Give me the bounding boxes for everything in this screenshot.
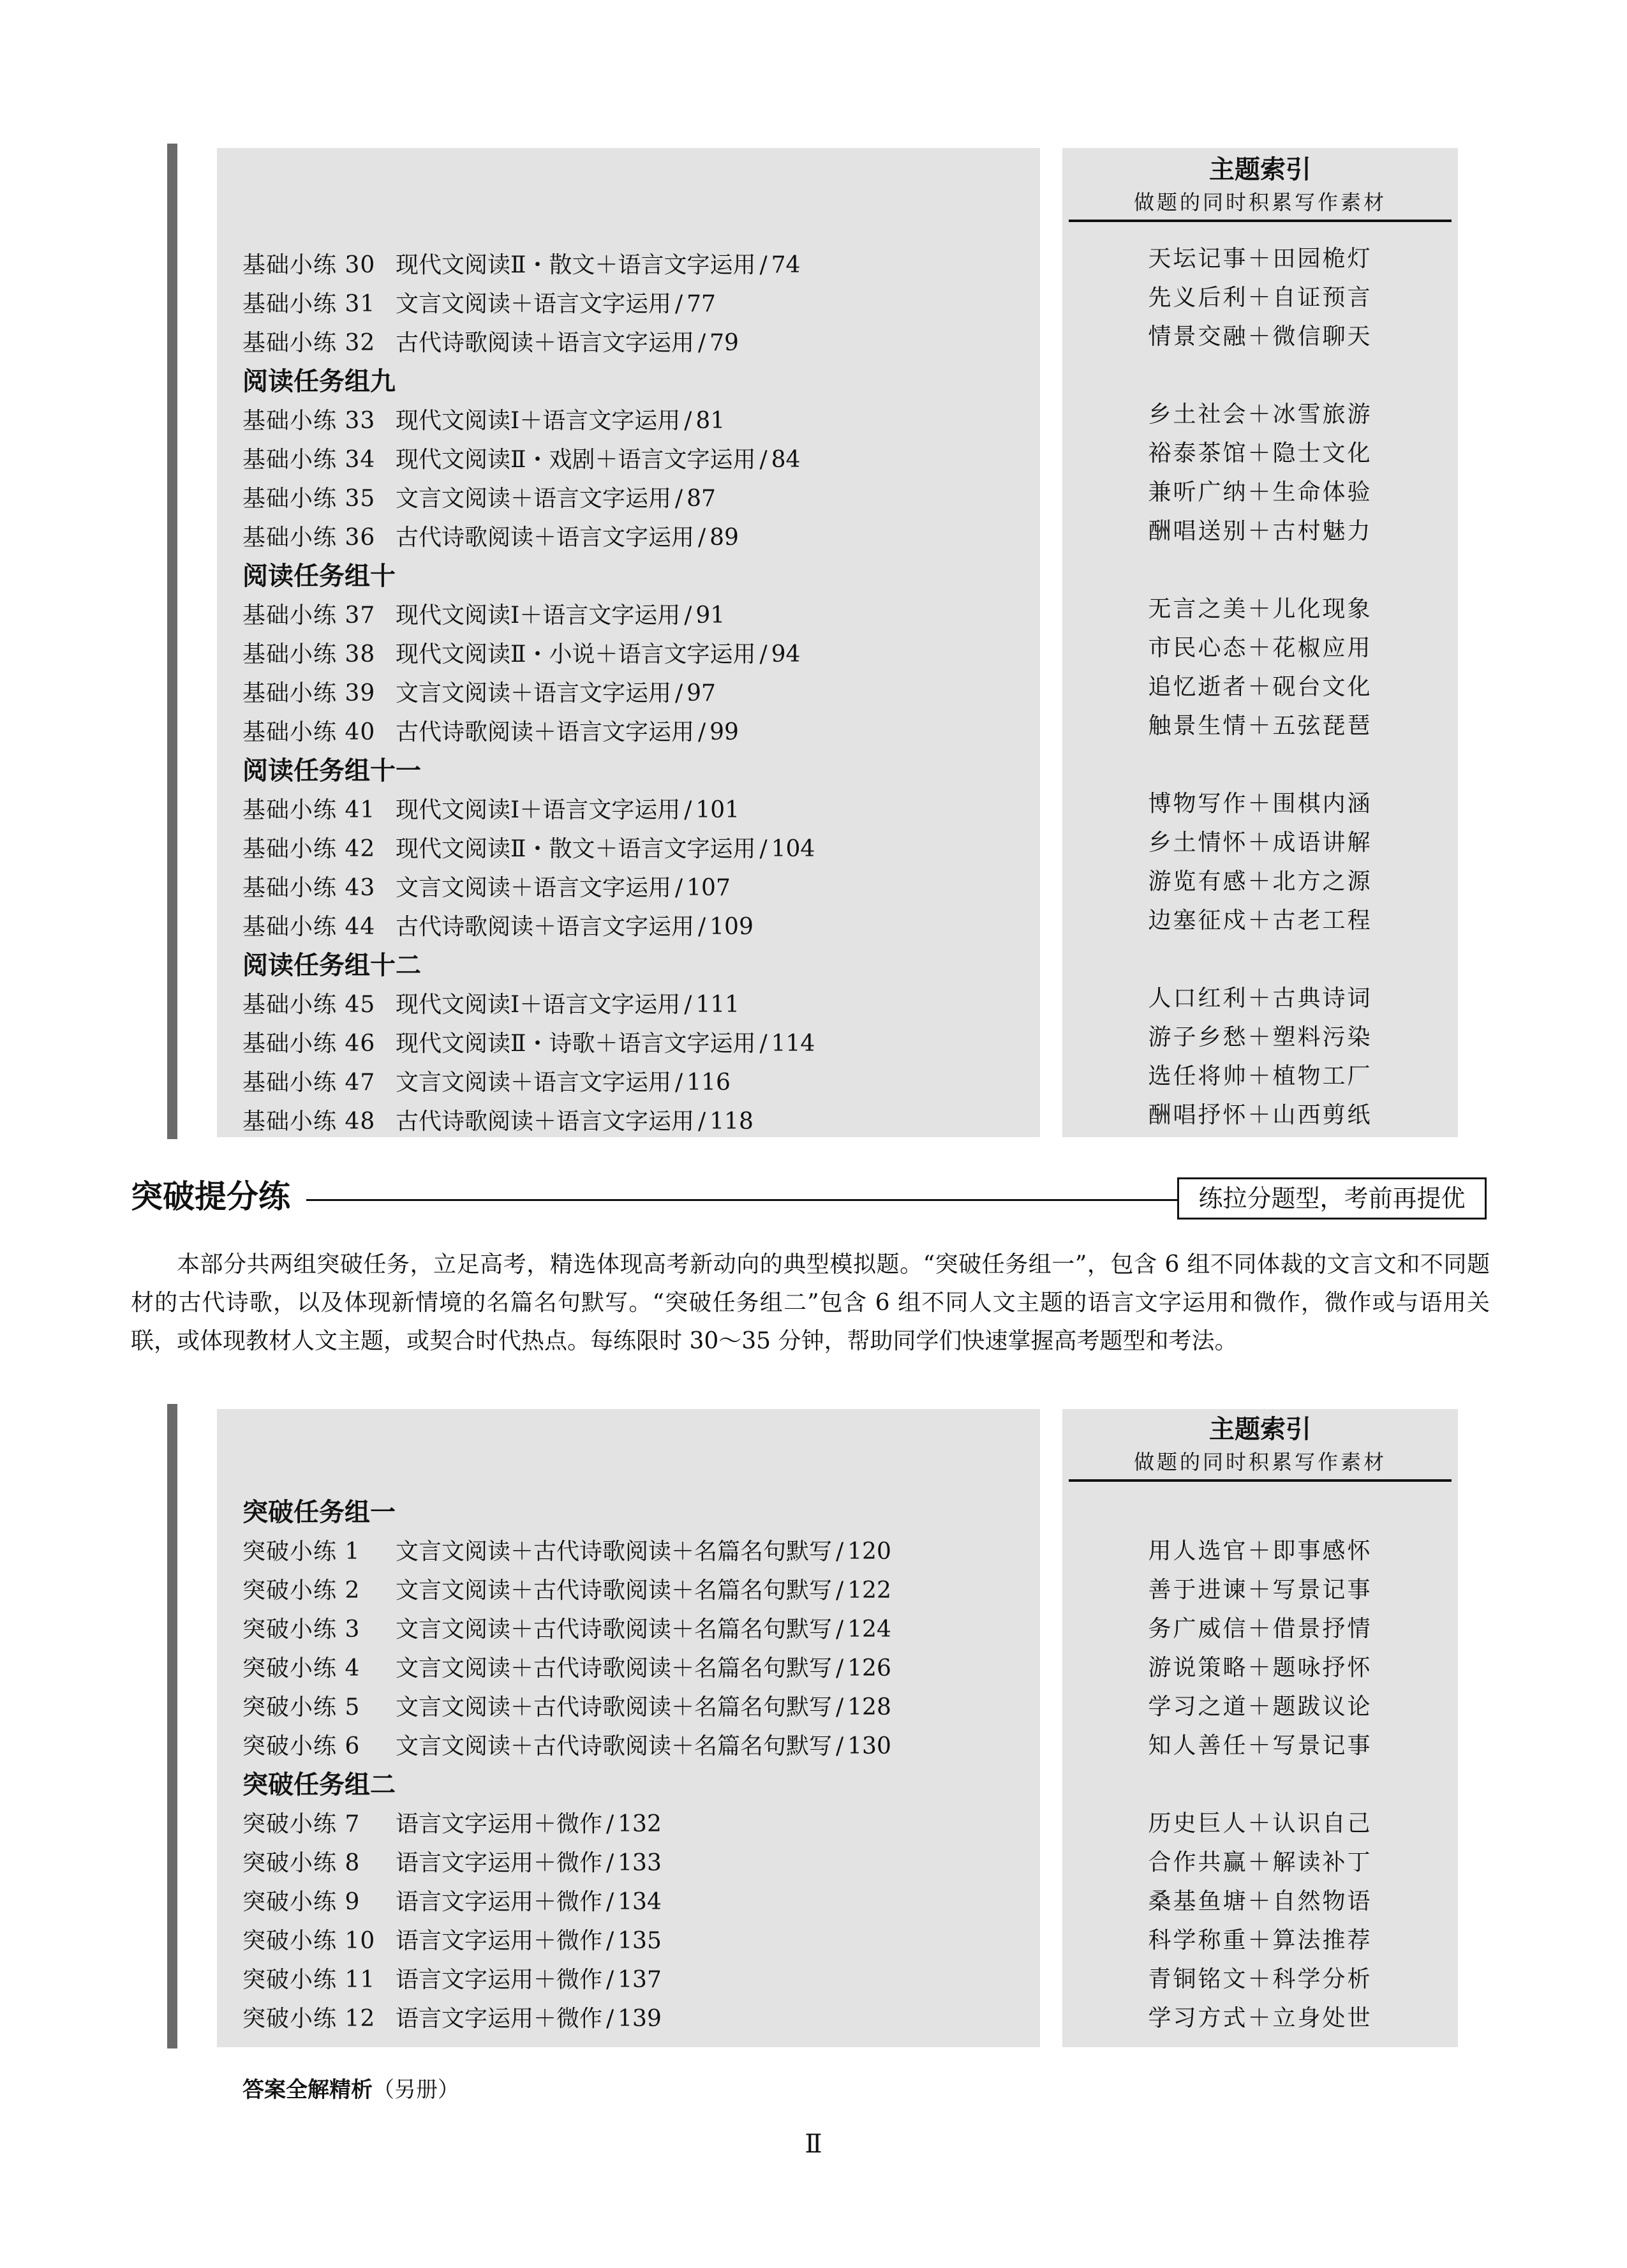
theme-entry: 先义后利＋自证预言 [1148, 285, 1372, 311]
entry-title: 文言文阅读＋古代诗歌阅读＋名篇名句默写 [396, 1694, 833, 1720]
toc-entry[interactable] [242, 830, 1046, 869]
entry-title: 文言文阅读＋古代诗歌阅读＋名篇名句默写 [396, 1539, 833, 1565]
slash-separator: / [675, 1070, 683, 1096]
slash-separator: / [836, 1539, 844, 1565]
slash-separator: / [606, 1889, 614, 1915]
entry-page: 99 [709, 719, 739, 745]
entry-title: 文言文阅读＋古代诗歌阅读＋名篇名句默写 [396, 1655, 833, 1682]
slash-separator: / [759, 1031, 768, 1057]
entry-code: 基础小练 47 [242, 1070, 376, 1096]
toc-entry[interactable] [242, 1688, 1046, 1727]
theme-entry: 兼听广纳＋生命体验 [1148, 479, 1372, 505]
toc-entry[interactable] [242, 401, 1046, 440]
entry-code: 基础小练 45 [242, 992, 376, 1018]
theme-entry: 情景交融＋微信聊天 [1148, 324, 1372, 350]
toc-entry[interactable] [242, 1610, 1046, 1649]
theme-entry: 合作共赢＋解读补丁 [1148, 1849, 1372, 1876]
theme-entry: 科学称重＋算法推荐 [1148, 1927, 1372, 1953]
index-spacer [1062, 745, 1458, 784]
toc-entry[interactable] [242, 1727, 1046, 1766]
slash-separator: / [675, 875, 683, 901]
theme-entry: 追忆逝者＋砚台文化 [1148, 674, 1372, 700]
task-group-heading: 阅读任务组十一 [242, 756, 421, 786]
slash-separator: / [759, 836, 768, 862]
task-group-heading: 阅读任务组十 [242, 562, 396, 591]
entry-code: 突破小练 12 [242, 2006, 376, 2032]
slash-separator: / [698, 914, 706, 940]
slash-separator: / [675, 680, 683, 706]
index-subtitle: 做题的同时积累写作素材 [1069, 1447, 1452, 1482]
entry-page: 77 [687, 291, 716, 317]
toc-entry[interactable] [242, 1571, 1046, 1610]
entry-page: 134 [618, 1889, 662, 1915]
toc-entry[interactable] [242, 1805, 1046, 1844]
slash-separator: / [836, 1578, 844, 1604]
theme-entry: 市民心态＋花椒应用 [1148, 635, 1372, 661]
entry-code: 基础小练 42 [242, 836, 376, 862]
entry-code: 基础小练 36 [242, 525, 376, 551]
index-title: 主题索引 [1209, 1415, 1311, 1444]
slash-separator: / [698, 1108, 706, 1135]
entry-page: 84 [771, 447, 801, 473]
theme-entry: 选任将帅＋植物工厂 [1148, 1063, 1372, 1089]
theme-entry: 裕泰茶馆＋隐士文化 [1148, 440, 1372, 466]
toc-entry[interactable] [242, 1063, 1046, 1102]
toc-entry[interactable] [242, 1999, 1046, 2038]
toc-entry[interactable] [242, 596, 1046, 635]
slash-separator: / [606, 1850, 614, 1876]
entry-title: 现代文阅读Ⅰ＋语言文字运用 [396, 602, 681, 629]
entry-title: 现代文阅读Ⅱ・小说＋语言文字运用 [396, 641, 756, 668]
theme-entry: 边塞征戍＋古老工程 [1148, 907, 1372, 934]
entry-page: 109 [709, 914, 754, 940]
entry-page: 128 [847, 1694, 891, 1720]
entry-code: 基础小练 33 [242, 408, 376, 434]
entry-code: 突破小练 5 [242, 1694, 360, 1720]
entry-code: 突破小练 10 [242, 1928, 376, 1954]
entry-code: 基础小练 32 [242, 330, 376, 356]
entry-title: 现代文阅读Ⅱ・诗歌＋语言文字运用 [396, 1031, 756, 1057]
theme-entry: 天坛记事＋田园桅灯 [1148, 246, 1372, 272]
theme-entry: 无言之美＋儿化现象 [1148, 596, 1372, 622]
entry-title: 语言文字运用＋微作 [396, 1928, 603, 1954]
task-group-heading: 阅读任务组十二 [242, 951, 421, 980]
entry-page: 111 [695, 992, 740, 1018]
left-accent-bar [167, 144, 177, 1139]
theme-entry: 游子乡愁＋塑料污染 [1148, 1024, 1372, 1050]
toc-entry[interactable] [242, 791, 1046, 830]
theme-entry: 乡土社会＋冰雪旅游 [1148, 401, 1372, 428]
slash-separator: / [836, 1694, 844, 1720]
task-group-heading: 阅读任务组九 [242, 367, 396, 396]
entry-code: 基础小练 43 [242, 875, 376, 901]
entry-page: 94 [771, 641, 801, 668]
section-divider [306, 1199, 1177, 1201]
theme-entry: 游说策略＋题咏抒怀 [1148, 1655, 1372, 1681]
toc-entry[interactable] [242, 713, 1046, 752]
entry-title: 文言文阅读＋语言文字运用 [396, 291, 672, 317]
toc-list-2 [242, 1493, 1046, 2038]
theme-entry: 人口红利＋古典诗词 [1148, 985, 1372, 1011]
entry-page: 97 [687, 680, 716, 706]
theme-entry: 桑基鱼塘＋自然物语 [1148, 1888, 1372, 1914]
theme-entry: 学习之道＋题跋议论 [1148, 1694, 1372, 1720]
slash-separator: / [836, 1655, 844, 1682]
entry-code: 基础小练 30 [242, 252, 376, 278]
slash-separator: / [684, 408, 692, 434]
section-title: 突破提分练 [131, 1174, 294, 1219]
entry-code: 突破小练 8 [242, 1850, 360, 1876]
slash-separator: / [759, 447, 768, 473]
entry-page: 104 [771, 836, 815, 862]
toc-entry[interactable] [242, 440, 1046, 479]
entry-title: 语言文字运用＋微作 [396, 2006, 603, 2032]
answers-note [242, 2074, 459, 2106]
entry-code: 突破小练 1 [242, 1539, 360, 1565]
entry-title: 语言文字运用＋微作 [396, 1967, 603, 1993]
entry-page: 139 [618, 2006, 662, 2032]
slash-separator: / [698, 719, 706, 745]
theme-entry: 触景生情＋五弦琵琶 [1148, 713, 1372, 739]
entry-title: 现代文阅读Ⅱ・戏剧＋语言文字运用 [396, 447, 756, 473]
theme-entry: 青铜铭文＋科学分析 [1148, 1966, 1372, 1992]
slash-separator: / [606, 2006, 614, 2032]
theme-index-list-2 [1062, 1532, 1458, 2038]
theme-index-list-1 [1062, 239, 1458, 1135]
toc-entry[interactable] [242, 674, 1046, 713]
index-subtitle: 做题的同时积累写作素材 [1069, 188, 1452, 222]
toc-entry[interactable] [242, 635, 1046, 674]
entry-code: 突破小练 6 [242, 1733, 360, 1759]
slash-separator: / [684, 992, 692, 1018]
left-accent-bar [167, 1404, 177, 2048]
index-header-1 [1069, 152, 1452, 222]
entry-page: 130 [847, 1733, 891, 1759]
slash-separator: / [836, 1616, 844, 1643]
theme-entry: 善于进谏＋写景记事 [1148, 1577, 1372, 1603]
entry-title: 现代文阅读Ⅰ＋语言文字运用 [396, 797, 681, 823]
entry-code: 基础小练 40 [242, 719, 376, 745]
entry-page: 137 [618, 1967, 662, 1993]
theme-entry: 博物写作＋围棋内涵 [1148, 791, 1372, 817]
entry-title: 语言文字运用＋微作 [396, 1889, 603, 1915]
index-spacer [1062, 356, 1458, 395]
entry-title: 文言文阅读＋古代诗歌阅读＋名篇名句默写 [396, 1733, 833, 1759]
entry-page: 101 [695, 797, 740, 823]
task-group-heading: 突破任务组一 [242, 1498, 396, 1527]
theme-entry: 用人选官＋即事感怀 [1148, 1538, 1372, 1564]
section-intro: 本部分共两组突破任务，立足高考，精选体现高考新动向的典型模拟题。“突破任务组一”，包含 6 组不同体裁的文言文和不同题材的古代诗歌，以及体现新情境的名篇名句默写。“突破任务组二”包含 6 组不同人文主题的语言文字运用和微作，微作或与语用关联，或体现教材人文主题，或契合时代热点。每练限时 30～35 分钟，帮助同学们快速掌握高考题型和考法。 [131, 1251, 1490, 1354]
entry-title: 语言文字运用＋微作 [396, 1850, 603, 1876]
toc-entry[interactable] [242, 518, 1046, 557]
index-spacer [1062, 940, 1458, 979]
answers-separate-volume: （另册） [373, 2077, 459, 2103]
slash-separator: / [698, 525, 706, 551]
entry-code: 基础小练 46 [242, 1031, 376, 1057]
toc-entry[interactable] [242, 985, 1046, 1024]
entry-code: 基础小练 41 [242, 797, 376, 823]
slash-separator: / [698, 330, 706, 356]
section-tagline: 练拉分题型，考前再提优 [1177, 1177, 1487, 1220]
index-spacer [1062, 1765, 1458, 1804]
entry-title: 古代诗歌阅读＋语言文字运用 [396, 914, 695, 940]
slash-separator: / [606, 1967, 614, 1993]
entry-page: 87 [687, 486, 716, 512]
entry-title: 现代文阅读Ⅰ＋语言文字运用 [396, 992, 681, 1018]
toc-list-1 [242, 246, 1046, 1141]
entry-code: 突破小练 7 [242, 1811, 360, 1837]
entry-title: 现代文阅读Ⅰ＋语言文字运用 [396, 408, 681, 434]
toc-entry[interactable] [242, 1960, 1046, 1999]
entry-page: 122 [847, 1578, 891, 1604]
entry-page: 74 [771, 252, 801, 278]
entry-code: 基础小练 35 [242, 486, 376, 512]
slash-separator: / [684, 602, 692, 629]
entry-title: 文言文阅读＋古代诗歌阅读＋名篇名句默写 [396, 1616, 833, 1643]
slash-separator: / [684, 797, 692, 823]
entry-page: 120 [847, 1539, 891, 1565]
page-number: Ⅱ [805, 2130, 822, 2159]
entry-code: 基础小练 39 [242, 680, 376, 706]
slash-separator: / [606, 1928, 614, 1954]
toc-entry[interactable] [242, 1102, 1046, 1141]
entry-page: 79 [709, 330, 739, 356]
theme-entry: 酬唱送别＋古村魅力 [1148, 518, 1372, 544]
theme-entry: 酬唱抒怀＋山西剪纸 [1148, 1102, 1372, 1128]
theme-entry: 游览有感＋北方之源 [1148, 869, 1372, 895]
entry-title: 古代诗歌阅读＋语言文字运用 [396, 1108, 695, 1135]
toc-entry[interactable] [242, 285, 1046, 324]
toc-entry[interactable] [242, 1921, 1046, 1960]
entry-code: 突破小练 11 [242, 1967, 376, 1993]
entry-page: 133 [618, 1850, 662, 1876]
theme-entry: 历史巨人＋认识自己 [1148, 1810, 1372, 1837]
toc-entry[interactable] [242, 246, 1046, 285]
entry-code: 基础小练 38 [242, 641, 376, 668]
entry-page: 114 [771, 1031, 815, 1057]
toc-entry[interactable] [242, 1649, 1046, 1688]
slash-separator: / [606, 1811, 614, 1837]
toc-entry[interactable] [242, 1883, 1046, 1921]
entry-page: 91 [695, 602, 725, 629]
toc-entry[interactable] [242, 324, 1046, 362]
entry-title: 古代诗歌阅读＋语言文字运用 [396, 719, 695, 745]
entry-page: 107 [687, 875, 731, 901]
entry-code: 突破小练 3 [242, 1616, 360, 1643]
entry-title: 古代诗歌阅读＋语言文字运用 [396, 525, 695, 551]
entry-page: 124 [847, 1616, 891, 1643]
task-group-heading: 突破任务组二 [242, 1770, 396, 1800]
theme-entry: 学习方式＋立身处世 [1148, 2005, 1372, 2031]
entry-title: 现代文阅读Ⅱ・散文＋语言文字运用 [396, 252, 756, 278]
theme-entry: 乡土情怀＋成语讲解 [1148, 830, 1372, 856]
entry-code: 基础小练 31 [242, 291, 376, 317]
entry-code: 基础小练 34 [242, 447, 376, 473]
index-title: 主题索引 [1209, 155, 1311, 184]
entry-code: 基础小练 37 [242, 602, 376, 629]
entry-title: 现代文阅读Ⅱ・散文＋语言文字运用 [396, 836, 756, 862]
index-spacer [1062, 551, 1458, 590]
entry-code: 突破小练 4 [242, 1655, 360, 1682]
entry-title: 文言文阅读＋语言文字运用 [396, 875, 672, 901]
toc-entry[interactable] [242, 1024, 1046, 1063]
entry-page: 126 [847, 1655, 891, 1682]
entry-page: 81 [695, 408, 725, 434]
theme-entry: 务广威信＋借景抒情 [1148, 1616, 1372, 1642]
entry-page: 116 [687, 1070, 731, 1096]
theme-entry: 知人善任＋写景记事 [1148, 1733, 1372, 1759]
slash-separator: / [675, 486, 683, 512]
entry-title: 文言文阅读＋语言文字运用 [396, 680, 672, 706]
slash-separator: / [675, 291, 683, 317]
entry-title: 文言文阅读＋语言文字运用 [396, 1070, 672, 1096]
answers-label: 答案全解精析 [242, 2077, 373, 2103]
toc-entry[interactable] [242, 869, 1046, 907]
entry-code: 突破小练 9 [242, 1889, 360, 1915]
slash-separator: / [759, 252, 768, 278]
entry-title: 语言文字运用＋微作 [396, 1811, 603, 1837]
toc-entry[interactable] [242, 1532, 1046, 1571]
entry-title: 文言文阅读＋语言文字运用 [396, 486, 672, 512]
entry-code: 突破小练 2 [242, 1578, 360, 1604]
entry-title: 文言文阅读＋古代诗歌阅读＋名篇名句默写 [396, 1578, 833, 1604]
toc-entry[interactable] [242, 479, 1046, 518]
index-header-2 [1069, 1412, 1452, 1482]
slash-separator: / [759, 641, 768, 668]
entry-title: 古代诗歌阅读＋语言文字运用 [396, 330, 695, 356]
entry-code: 基础小练 44 [242, 914, 376, 940]
entry-code: 基础小练 48 [242, 1108, 376, 1135]
entry-page: 132 [618, 1811, 662, 1837]
slash-separator: / [836, 1733, 844, 1759]
entry-page: 118 [709, 1108, 754, 1135]
toc-entry[interactable] [242, 1844, 1046, 1883]
entry-page: 135 [618, 1928, 662, 1954]
toc-entry[interactable] [242, 907, 1046, 946]
entry-page: 89 [709, 525, 739, 551]
